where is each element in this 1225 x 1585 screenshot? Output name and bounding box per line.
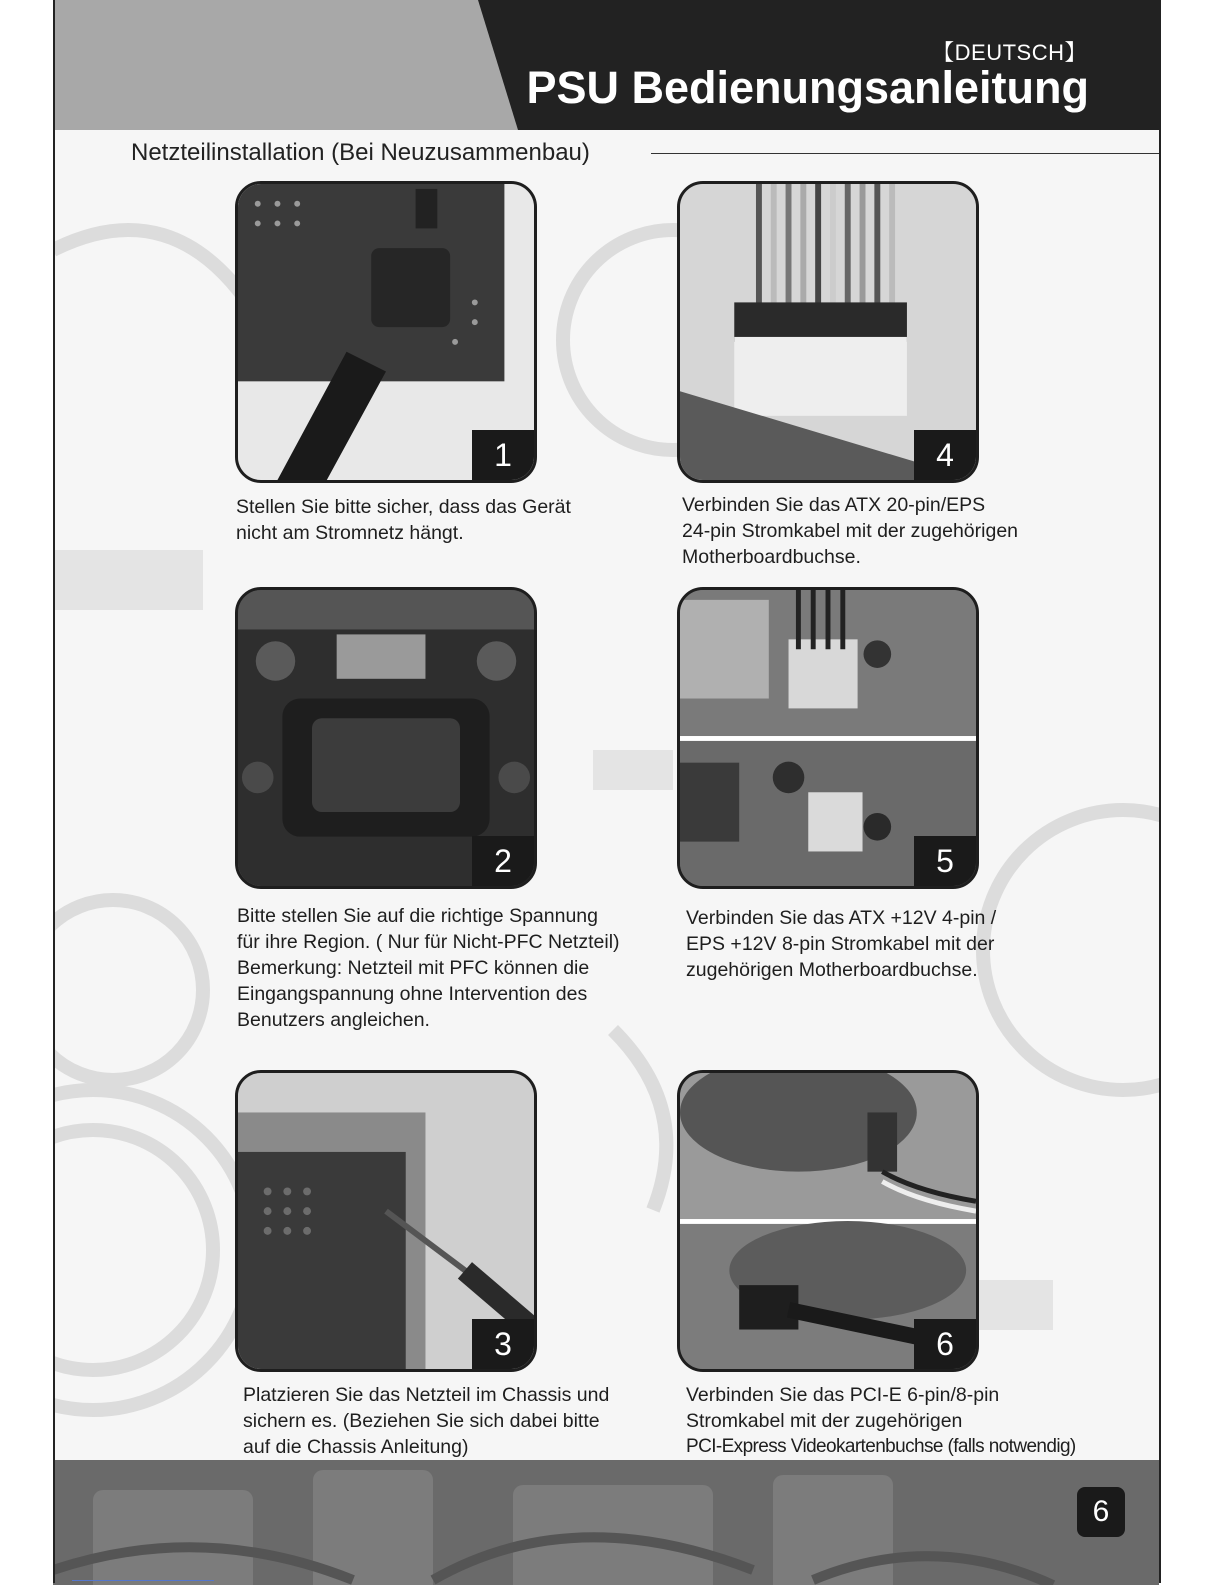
caption-line: Eingangspannung ohne Intervention des <box>237 983 588 1005</box>
caption-line: EPS +12V 8-pin Stromkabel mit der <box>686 933 995 955</box>
section-divider <box>651 153 1159 154</box>
caption-line: 24-pin Stromkabel mit der zugehörigen <box>682 520 1019 542</box>
section-title: Netzteilinstallation (Bei Neuzusammenbau) <box>131 139 600 167</box>
caption-line: Verbinden Sie das ATX +12V 4-pin / <box>686 907 997 929</box>
step-5-caption <box>686 905 996 983</box>
background-illustration <box>53 130 1159 1460</box>
caption-line: Verbinden Sie das PCI-E 6-pin/8-pin <box>686 1384 1000 1406</box>
caption-line: Benutzers angleichen. <box>237 1009 430 1031</box>
caption-line: Stellen Sie bitte sicher, dass das Gerät <box>236 496 571 518</box>
step-3-photo <box>235 1070 537 1372</box>
caption-line: für ihre Region. ( Nur für Nicht-PFC Netzteil) <box>237 931 620 953</box>
step-2-badge: 2 <box>472 836 534 886</box>
step-1-caption <box>236 494 571 546</box>
step-5-photo <box>677 587 979 889</box>
step-1-photo <box>235 181 537 483</box>
step-6-badge: 6 <box>914 1319 976 1369</box>
caption-line: Verbinden Sie das ATX 20-pin/EPS <box>682 494 986 516</box>
caption-line: sichern es. (Beziehen Sie sich dabei bitte <box>243 1410 600 1432</box>
language-tag: 【DEUTSCH】 <box>932 40 1087 65</box>
step-4-badge: 4 <box>914 430 976 480</box>
manual-page <box>53 0 1159 1585</box>
step-6-photo <box>677 1070 979 1372</box>
footer-link-underline <box>72 1580 214 1581</box>
step-6-caption <box>686 1382 1076 1460</box>
step-3-caption <box>243 1382 609 1460</box>
caption-line: Bitte stellen Sie auf die richtige Spannung <box>237 905 598 927</box>
step-5-badge: 5 <box>914 836 976 886</box>
step-1-badge: 1 <box>472 430 534 480</box>
page-header <box>53 0 1159 130</box>
caption-line: Bemerkung: Netzteil mit PFC können die <box>237 957 590 979</box>
caption-line: PCI-Express Videokartenbuchse (falls notwendig) <box>686 1436 1076 1457</box>
step-4-caption <box>682 492 1018 570</box>
step-3-badge: 3 <box>472 1319 534 1369</box>
caption-line: Stromkabel mit der zugehörigen <box>686 1410 963 1432</box>
page-footer <box>53 1460 1159 1585</box>
step-2-photo <box>235 587 537 889</box>
step-2-caption <box>237 903 620 1033</box>
caption-line: Motherboardbuchse. <box>682 546 861 568</box>
caption-line: zugehörigen Motherboardbuchse. <box>686 959 978 981</box>
caption-line: nicht am Stromnetz hängt. <box>236 522 464 544</box>
caption-line: auf die Chassis Anleitung) <box>243 1436 469 1458</box>
footer-cable-illustration <box>53 1460 1159 1585</box>
step-4-photo <box>677 181 979 483</box>
page-number: 6 <box>1077 1487 1125 1537</box>
document-title: PSU Bedienungsanleitung <box>526 62 1089 113</box>
caption-line: Platzieren Sie das Netzteil im Chassis und <box>243 1384 610 1406</box>
